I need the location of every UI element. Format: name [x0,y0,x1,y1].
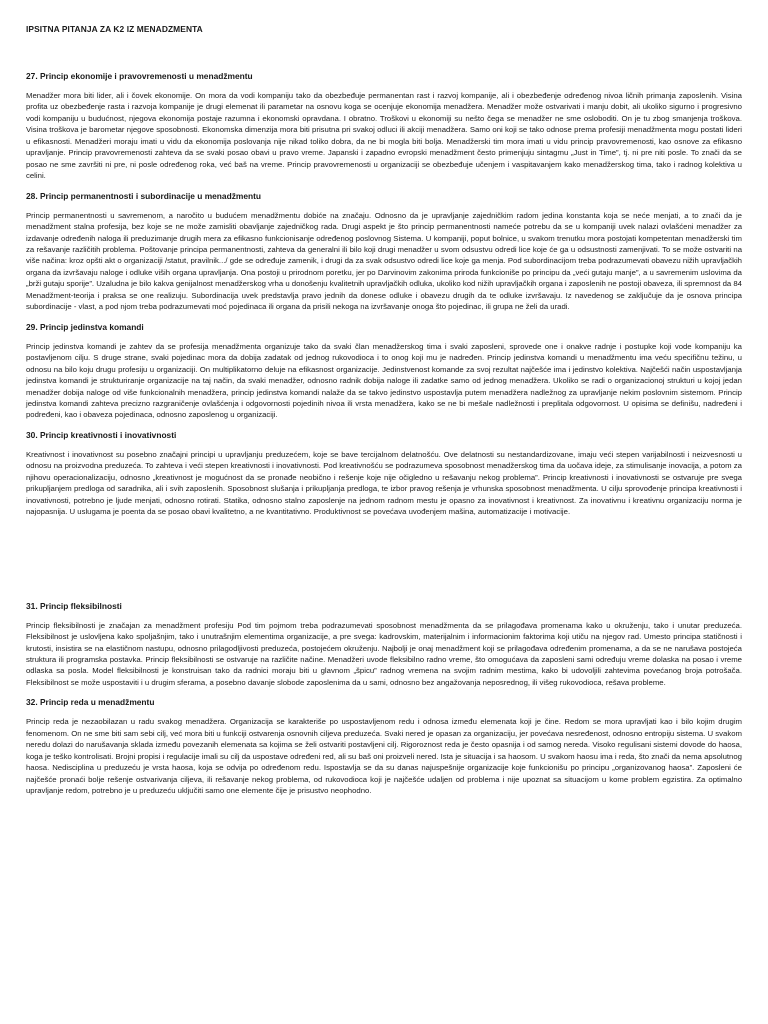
section-28 [26,191,742,313]
section-body: Princip permanentnosti u savremenom, a naročito u budućem menadžmentu dobiće na značaju. Odnosno da je upravljanje zajedničkim radom jedina konstanta koja se neće menjati, a to znači da je menadžment stalna profesija, bez koje se ne može zamisliti obavljanje zajedničkog rada. Drugi aspekt je što princip permanentnosti nameće potrebu da se u kompaniji uvek nalazi ovlašćeni menadžer za izdavanje određenih naloga ili preduzimanje drugih mera za efikasno funkcionisanje određenog poslovnog Sistema. U kompaniji, poput bolnice, u svakom trenutku mora postojati kompetentan menadžerski tim za rešavanje različitih problema. Poštovanje principa permanentnosti, zahteva da generalni ili bilo koji drugi menadžer u svom odsustvu odredi lice koje će ga u odsustnosti zamenjivati. To se može ostvariti na više načina: kroz opšti akt o organizaciji /statut, pravilnik.../ gde se određuje zamenik, i drugi da za svak odsustvo odredi lice koje ga menja. Pod subordinacijom treba podrazumevati obavezu nižih upravljačkih organa da izvršavaju naloge i odluke viših organa upravljanja. Ona postoji u prirodnom poretku, jer po Darvinovim zakonima priroda funkcioniše po principu da „veći gutaju manje”, a u savremenim uslovima da „brži gutaju sporije”. Uzaludna je bilo kakva genijalnost menadžerskog vrha u donošenju kvalitetnih upravljačkih odluka, ukoliko kod nižih upravljačkih organa i zaposlenih ne postoji obaveza, ili spremnost da 84 Menadžment-teorija i praksa se one realizuju. Subordinacija uvek predstavlja pravo jednih da donese odluke i obavezu drugih da te odluke izvršavaju. Iz navedenog se zaključuje da je osnova principa subordinacije - vlast, a pod njom treba podrazumevati moć pojedinaca ili organa da prisili nekoga na izvršavanje onoga što pojedinac, ili grupa ne želi da uradi. [26,210,742,312]
section-30 [26,430,742,518]
section-heading: 31. Princip fleksibilnosti [26,600,122,611]
section-body: Kreativnost i inovativnost su posebno značajni principi u upravljanju preduzećem, koje se bave tercijalnom delatnošću. Ove delatnosti su nestandardizovane, imaju veći stepen varijabilnosti i neizvesnosti u odnosu na proizvodna preduzeća. To zahteva i veći stepen kreativnosti i inovativnosti. Pod kreativnošću se podrazumeva sposobnost menadžerskog tima da uočava ideje, za stimulisanje inovacija, a potom za njihovu operacionalizaciju, odnosno „kreativnost je mogućnost da se pronađe neobično i rešenje koje nije očigledno u rešavanju nekog problema”. Princip kreativnosti i inovativnosti se ostvaruje pre svega prikupljanjem predloga od saradnika, ali i svih zaposlenih. Sposobnost slušanja i prikupljanja predloga, te izbor pravog rešenja je vrhunska sposobnost menadžmenta. U cilju sprovođenje principa kreativnosti i inovativnosti, potrebno je ljude menjati, odnosno rotirati. Statika, odnosno stalno zaposlenje na jednom radnom mestu je opasno za inovativnost i kreativnost. Za inovativnu i kreativnu organizaciju norma je najopasnija. U uslugama je poenta da se posao obavi kvalitetno, a ne kvantitativno. Produktivnost se povećava uvođenjem mašina, automatizacije i motivacije. [26,449,742,517]
document-title: IPSITNA PITANJA ZA K2 IZ MENADZMENTA [26,24,203,34]
section-32 [26,697,742,796]
section-heading: 29. Princip jedinstva komandi [26,321,144,332]
section-27 [26,71,742,182]
section-31 [26,601,742,689]
section-body: Princip jedinstva komandi je zahtev da se profesija menadžmenta organizuje tako da svaki član menadžerskog tima i svaki zaposleni, sprovede one i onakve radnje i postupke koji vode kompaniju ka postavljenom cilju. S druge strane, svaki pojedinac mora da dobija zadatak od jednog rukovodioca i to onog koji mu je nadređen. Princip jedinstva komandi u menadžmentu ima veću specifičnu težinu, u odnosu na bilo koju drugu profesiju u organizaciji. On multiplikatorno deluje na efikasnost organizacije. Jedinstvenost komande za svoj rezultat najčešće ima i jedinstvo kolektiva. Najčešći način uspostavljanja jedinstva komandi je strukturiranje organizacije na taj način, da svaki menadžer, odnosno radnik dobija naloge ili zadatke samo od jednog menadžera. Ukoliko se radi o organizacionoj strukturi u kojoj jedan menadžer dobija naloge od više funkcionalnih menadžera, princip jedinstva komandi nalaže da se takvo jedinstvo uspostavlja putem menadžera nadležnog za upravljanje nekim poslovnim sistemom. Princip jedinstva komandi zahteva precizno razgraničenje ovlašćenja i odgovornosti pojedinih nivoa ili vrsta menadžera, kako se ne bi mešale nadležnosti i preplitala odgovornost. U opisima se definišu, nadređeni i podređeni, kao i obaveza pojedinaca, odnosno zaposlenog u organizaciji. [26,341,742,420]
section-body: Princip fleksibilnosti je značajan za menadžment profesiju Pod tim pojmom treba podrazumevati sposobnost menadžmenta da se prilagođava promenama kako u okruženju, tako i unutar preduzeća. Fleksibilnost je uslovljena kako spoljašnjim, tako i unutrašnjim elementima organizacije, a pre svega: kadrovskim, materijalnim i informacionim faktorima koji utiču na njegov rad. Umesto principa statičnosti i krutosti, insistira se na elastičnom nastupu, odnosno prilagodljivosti preduzeća, postojećem okruženju. Najbolji je onaj menadžment koji se prilagođava određenim promenama, a da se ne narušava postojeća struktura ili programska postavka. Princip fleksibilnosti se ostvaruje na različite načine. Menadžeri uvode fleksibilno radno vreme, što omogućava da zaposleni sami određuju vreme dolaska na posao i vreme odlaska sa posla. Model fleksibilnosti je konstruisan tako da radnici moraju biti u glavnom „špicu” radnog vremena na svojim radnim mestima, kako bi udovoljili zahtevima povećanog broja potrošača. Fleksibilnost se može uspostaviti i u drugim sferama, a posebno davanje slobode zaposlenima da u sami, odnosno bez angažovanja neposrednog, ili višeg rukovodioca, rešava probleme. [26,620,742,687]
section-29 [26,322,742,421]
section-heading: 32. Princip reda u menadžmentu [26,697,155,708]
section-heading: 28. Princip permanentnosti i subordinacije u menadžmentu [26,190,262,201]
blank-space [26,527,742,601]
section-heading: 30. Princip kreativnosti i inovativnosti [26,429,177,440]
section-body: Princip reda je nezaobilazan u radu svakog menadžera. Organizacija se karakteriše po uspostavljenom redu i odnosa između elemenata koji je čine. Redom se mora upravljati kao i bilo kojim drugim fenomenom. On ne sme biti sam sebi cilj, već mora biti u funkciji ostvarenja osnovnih ciljeva preduzeća. Svaki nered je opasan za organizaciju, jer povećava nesređenost, odnosno entropiju sistema. U svakom neredu dolazi do narušavanja sklada između povezanih elemenata sa kojima se želi ostvariti postavljeni cilj. Rigoroznost reda je često opasnija i od samog nereda. Visoko regulisani sistemi dovode do haosa, koga je teško kontrolisati. Brojni propisi i regulacije imali su cilj da uspostave određeni red, ali su baš oni proizveli nered. Ista je situacija i sa haosom. U svakom haosu ima i reda, što znači da nema apsolutnog haosa. Nedisciplina u preduzeću je vrsta haosa, koja se odvija po određenom redu. Ispostavlja se da su danas najuspešnije organizacije koje funkcionišu po principu „organizovanog haosa”. Zaposleni će najčešće pronaći bolje rešenje ostvarivanja ciljeva, ili rešavanje nekog problema, od rukovodioca koji je najčešće udaljen od problema i nije upoznat sa situacijom u kome problem egzistira. Za optimalno upravljanje redom, potrebno je u preduzeću uključiti samo one elemente čije je prisustvo neophodno. [26,717,742,796]
section-heading: 27. Princip ekonomije i pravovremenosti u menadžmentu [26,71,253,81]
section-body: Menadžer mora biti lider, ali i čovek ekonomije. On mora da vodi kompaniju tako da obezbeđuje permanentan rast i razvoj kompanije, ali i obezbeđenje određenog nivoa ličnih primanja zaposlenih. Visina profita uz obezbeđenje rasta i razvoja kompanije je drugi elemenat ili parametar na osnovu koga se ocenjuje ekonomija menadžera. Menadžer može ostvarivati i manju dobit, ali ukoliko sigurno i progresivno vodi kompaniju u budućnost, njegova ekonomija postaje razumna i ekonomski opravdana. I obratno. Troškovi u ekonomiji su nešto čega se menadžer ne sme osloboditi. On je tu zbog smanjenja troškova. Visina troškova je barometar njegove sposobnosti. Ekonomska dimenzija mora biti prisutna pri svakoj odluci ili akciji menadžera. Samo oni koji se tako odnose prema profesiji menadžmenta mogu postati lideri u efikasnosti. Menadžeri moraju imati u vidu da ekonomija poslovanja nije nikad toliko dobra, da ne bi mogla biti bolja. Menadžerski tim mora imati u vidu princip pravovremenosti, kao osnove za efikasno upravljanje. Princip pravovremenosti zahteva da se svaki posao obavi u pravo vreme. Japanski i zapadno evropski menadžment često primenjuju sintagmu „Just in Time”, tj. ni pre niti posle. To znači da se posao ne sme završiti ni pre, ni posle određenog roka, već baš na vreme. Princip pravovremenosti u organizaciji se obezbeđuje učenjem i vaspitavanjem kako menadžerskog tima, tako i radnog kolektiva u celini. [26,91,742,181]
